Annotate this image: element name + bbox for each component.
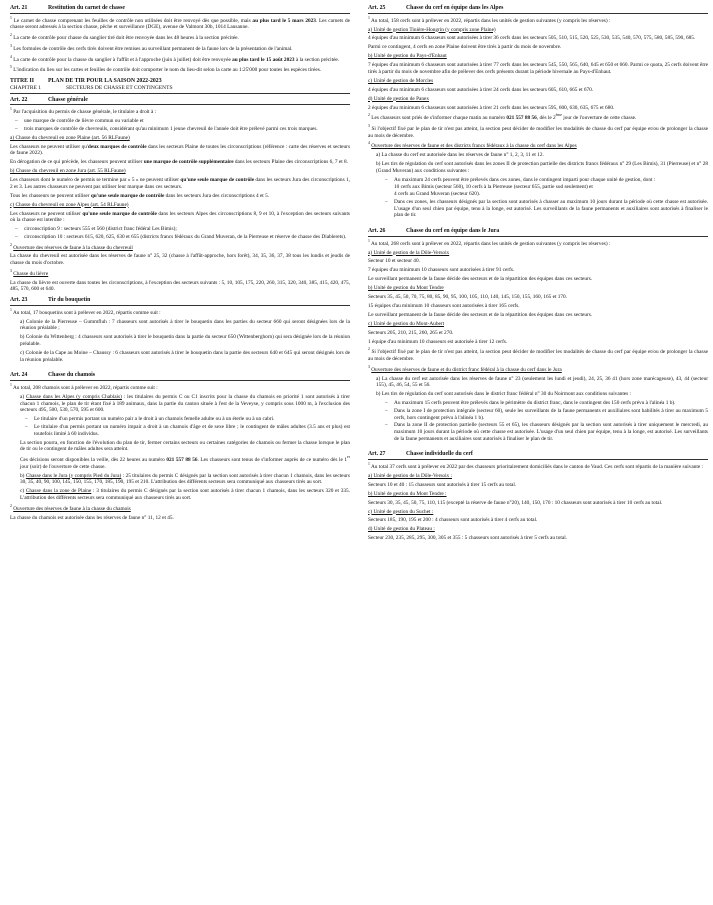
subheading: c) Unité de gestion du Suchet :: [368, 508, 434, 515]
paragraph: 2 équipes d'au minimum 6 chasseurs sont autorisées à tirer 21 cerfs dans les secteurs 595, 600, 630, 635, 675 et 680.: [368, 104, 615, 111]
article-21: [10, 5, 350, 74]
paragraph: Le surveillant permanent de la faune décide des secteurs et de la répartition des équipes dans ces secteurs.: [368, 276, 593, 283]
left-column: [10, 5, 350, 525]
paragraph: 15 équipes d'au minimum 10 chasseurs sont autorisées à tirer 165 cerfs.: [368, 302, 520, 309]
paragraph: $^2$ Les chasseurs sont priés de s'informer chaque matin au numéro 021 557 88 56, dès le 2ème jour de l'ouverture de cette chasse.: [368, 113, 637, 122]
sub-item: 4 cerfs au Grand Muveran (secteur 620).: [394, 191, 481, 198]
paragraph: b) Chasse dans le Jura (y compris Pied du Jura) : 25 titulaires du permis C désignés par la section sont autorisés à tirer chacun 1 chamois, dans les secteurs 30, 35, 40, 90, 100, 145, 150, 155, 170, 185, 190, 195 et 210. L'attribution des différents secteurs sera communiqué aux chasseurs tirés au sort.: [20, 472, 350, 486]
paragraph: $^1$ Le carnet de chasse comprenant les feuilles de contrôle non utilisées doit être renvoyé dès que possible, mais au plus tard le 5 mars 2023. Les carnets de chasse seront adressés à la section chasse, pêche et surveillance (DGE), avenue de Valmont 30b, 1014 Lausanne.: [10, 15, 351, 31]
subheading: c) Chasse du chevreuil en zone Alpes (art. 54 RLFaune): [10, 201, 129, 208]
paragraph: Secteurs 35, 45, 50, 70, 75, 80, 85, 90, 95, 100, 105, 110, 140, 145, 150, 155, 160, 165 et 170.: [368, 294, 568, 301]
subheading: b) Chasse du chevreuil en zone Jura (art. 55 RLFaune): [10, 168, 126, 175]
dash-list: [10, 226, 350, 240]
subheading: $^2$ Ouverture des réserves de faune à la chasse du chamois: [10, 503, 131, 512]
paragraph: La section pourra, en fonction de l'évolution du plan de tir, fermer certains secteurs ou certaines catégories de chamois ou fermer la chasse lorsque le plan de tir ou le contingent de mâles adultes sera atteint.: [20, 439, 350, 453]
paragraph: Secteur 10 et secteur 40.: [368, 258, 420, 265]
article-number: Art. 25: [368, 5, 386, 11]
list-item: – Dans la zone II de protection partielle (secteurs 55 et 65), les chasseurs désignés par la section sont autorisés à tirer uniquement le mercredi, au maximum 10 jours durant la période où cette chasse est autorisée. L'usage d'un seul chien par équipe, tenu à la longe, est autorisé. Les surveillants de la faune permanents et auxiliaires sont autorisés à finaliser le plan de tir.: [380, 422, 708, 442]
paragraph: $^3$ Si l'objectif fixé par le plan de tir n'est pas atteint, la section peut décider de modifier les modalités de chasse du cerf par équipe et/ou de prolonger la chasse au mois de décembre.: [368, 124, 709, 139]
list-item: – trois marques de contrôle de chevreuils, considérant qu'au minimum 1 jeune chevreuil de l'année doit être prélevé parmi ces trois marques.: [10, 126, 350, 133]
article-heading: [368, 451, 708, 460]
paragraph: $^5$ L'indication du lieu sur les cartes et feuilles de contrôle doit comporter le nom du lieu-dit selon la carte au 1:25'000 pour toutes les espèces tirées.: [10, 65, 322, 74]
paragraph: $^1$ Au total, 208 chamois sont à prélever en 2022, répartis comme suit :: [10, 383, 158, 392]
paragraph: a) Colonie de la Pierreuse – Gummfluh : 7 chasseurs sont autorisés à tirer le bouquetin dans les parties du secteur 660 qui seront désignées lors de la réunion préalable ;: [20, 318, 350, 332]
article-title: Chasse générale: [48, 96, 88, 103]
article-25: [368, 5, 708, 219]
list-item: – Au maximum 24 cerfs peuvent être prélevés dans ces zones, dans le contingent imparti pour chaque unité de gestion, dont : 10 cerfs aux Bimis (secteur 560), 10 cerfs à la Pierreuse (secteur 655, partie sud seulement) et 4 cerfs au Grand Muveran (secteur 620).: [380, 177, 708, 198]
paragraph: Les chasseurs ne peuvent utiliser qu'une seule marque de contrôle dans les secteurs Alpes des circonscriptions 8, 9 et 10, à l'exception des secteurs suivants où la chasse est interdite :: [10, 210, 350, 224]
paragraph: b) Colonie du Wittenberg : 4 chasseurs sont autorisés à tirer le bouquetin dans la partie du secteur 650 (Wittenberghorn) qui sera désignée lors de la réunion préalable.: [20, 334, 350, 348]
article-heading: [368, 5, 708, 14]
list-item: – circonscription 10 : secteurs 615, 620, 625, 630 et 655 (districts francs fédéraux du Grand Muveran, de la Pierreuse et réserve de chasse des Diablerets).: [10, 234, 350, 241]
article-22: [10, 97, 350, 294]
subheading: $^2$ Ouverture des réserves de faune à la chasse du chevreuil: [10, 242, 133, 251]
paragraph: $^2$ Si l'objectif fixé par le plan de tir n'est pas atteint, la section peut décider de modifier les modalités de chasse du cerf par équipe et/ou de prolonger la chasse au mois de décembre.: [368, 347, 709, 362]
article-title: Chasse du chamois: [48, 372, 96, 379]
subheading: c) Unité de gestion du Mont-Aubert: [368, 320, 445, 327]
article-number: Art. 27: [368, 451, 386, 458]
paragraph: Parmi ce contingent, 4 cerfs en zone Plaine doivent être tirés à partir du mois de novembre.: [368, 44, 562, 51]
paragraph: Secteurs 185, 190, 195 et 200 : 4 chasseurs sont autorisés à tirer 4 cerfs au total.: [368, 517, 538, 524]
paragraph: a) La chasse du cerf est autorisée dans les réserves de faune n° 1, 2, 3, 11 et 12.: [376, 152, 544, 159]
paragraph: b) Les tirs de régulation du cerf sont autorisés dans le district franc fédéral n° 30 du Noirmont aux conditions suivantes :: [376, 391, 631, 398]
list-item: – une marque de contrôle de lièvre commun ou variable et: [10, 118, 350, 125]
paragraph: $^1$ Au total, 17 bouquetins sont à prélever en 2022, répartis comme suit :: [10, 308, 161, 316]
subheading: $^3$ Ouverture des réserves de faune et du district franc fédéral à la chasse du cerf dans le Jura: [368, 364, 562, 373]
article-title: Chasse du cerf en équipe dans le Jura: [406, 227, 500, 234]
right-column: [368, 5, 708, 546]
article-number: Art. 22: [10, 96, 28, 103]
list-item: – Au maximum 15 cerfs peuvent être prélevés dans le périmètre du district franc, dans le contingent des 150 cerfs prévu à l'alinéa 1 b).: [380, 400, 708, 407]
paragraph: a) La chasse du cerf est autorisée dans les réserves de faune n° 23 (seulement les lundi et jeudi), 24, 25, 36 41 (hors zone marécageuse), 43, 44 (secteur 155), 45, 46, 54, 55 et 56.: [376, 375, 708, 389]
article-27: [368, 451, 708, 542]
article-title: Chasse individuelle du cerf: [406, 451, 473, 458]
list-item: – Dans ces zones, les chasseurs désignés par la section sont autorisés à chasser au maximum 10 jours durant la période où cette chasse est autorisée. L'usage d'un seul chien par équipe, tenu à la longe, est autorisé. Les surveillants de la faune permanents et auxiliaires sont autorisés à finaliser le plan de tir.: [380, 199, 708, 219]
article-heading: [10, 372, 350, 381]
paragraph: En dérogation de ce qui précède, les chasseurs peuvent utiliser une marque de contrôle supplémentaire dans les secteurs Plaine des circonscriptions 6, 7 et 8.: [10, 159, 349, 166]
article-number: Art. 21: [10, 5, 28, 11]
dash-list: [368, 177, 708, 219]
dash-list: [10, 118, 350, 132]
paragraph: a) Chasse dans les Alpes (y compris Chablais) : les titulaires du permis C ou C1 inscrits pour la chasse du chamois en priorité 1 sont autorisés à tirer chacun 1 chamois, le plan de tir étant fixé à 189 animaux, dans la partie du canton située à l'est de la Veveyse, y compris sous 1000 m, à l'exclusion des secteurs 495, 500, 530, 570, 595 et 600.: [20, 393, 350, 414]
paragraph: 1 équipe d'au minimum 10 chasseurs est autorisée à tirer 12 cerfs.: [368, 338, 508, 345]
subheading: b) Unité de gestion du Mont Tendre :: [368, 490, 447, 497]
paragraph: b) Les tirs de régulation du cerf sont autorisés dans les zones II de protection partielle des districts francs fédéraux n° 29 (Les Bimis), 31 (Pierreuse) et n° 28 (Grand Muveran) aux conditions suivantes :: [376, 161, 708, 174]
article-number: Art. 24: [10, 372, 28, 379]
article-26: [368, 228, 708, 442]
paragraph: La chasse du chamois est autorisée dans les réserves de faune n° 11, 12 et 45.: [10, 514, 174, 521]
paragraph: Ces décisions seront disponibles la veille, dès 22 heures au numéro 021 557 88 56. Les chasseurs sont tenus de s'informer auprès de ce numéro dès le 1er jour (soir) de l'ouverture de cette chasse.: [20, 455, 350, 470]
article-title: Chasse du cerf en équipe dans les Alpes: [406, 5, 504, 11]
subheading: b) Unité de gestion du Mont Tendre: [368, 285, 444, 292]
article-24: [10, 372, 350, 521]
article-23: [10, 297, 350, 363]
list-item: – Dans la zone I de protection intégrale (secteur 60), seule les surveillants de la faune permanents et auxiliaires sont habilités à tirer au maximum 5 cerfs, hors contingent prévu à l'alinéa 1 b).: [380, 408, 708, 421]
paragraph: Les chasseurs ne peuvent utiliser qu'deux marques de contrôle dans les secteurs Plaine de toutes les circonscriptions (référence : carte des réserves et secteurs de faune 2022).: [10, 143, 351, 157]
list-item: – circonscription 9 : secteurs 555 et 560 (district franc fédéral Les Bimis);: [10, 226, 350, 233]
paragraph: 7 équipes d'au minimum 10 chasseurs sont autorisées à tirer 91 cerfs.: [368, 267, 515, 274]
subheading: d) Unité de gestion de Panex: [368, 95, 430, 102]
article-number: Art. 23: [10, 297, 28, 304]
subheading: $^3$ Chasse du lièvre: [10, 269, 49, 277]
chapter-heading: CHAPITRE 1 SECTEURS DE CHASSE ET CONTINGENTS: [10, 85, 350, 93]
subheading: a) Unité de gestion de la Dôle-Versoix: [368, 249, 450, 256]
subheading: a) Unité de gestion Tinière-Hongrin (y compris zone Plaine): [368, 26, 496, 33]
article-heading: [10, 297, 350, 306]
dash-list: [10, 416, 350, 437]
sub-item: 10 cerfs aux Bimis (secteur 560), 10 cerfs à la Pierreuse (secteur 655, partie sud seulement) et: [394, 184, 593, 191]
title-heading: TITRE II PLAN DE TIR POUR LA SAISON 2022-2023: [10, 77, 162, 84]
dash-list: [368, 400, 708, 442]
subheading: $^4$ Ouverture des réserves de faune et des districts francs fédéraux à la chasse du cerf dans les Alpes: [368, 141, 577, 150]
article-title: Restitution du carnet de chasse: [48, 5, 125, 11]
paragraph: c) Chasse dans la zone de Plaine : 3 titulaires du permis C désignés par la section sont autorisés à tirer chacun 1 chamois, dans les secteurs 320 et 335. L'attribution des différents secteurs sera communiqué aux chasseurs tirés au sort.: [20, 488, 350, 501]
article-heading: [368, 228, 708, 237]
paragraph: $^1$ Au total 37 cerfs sont à prélever en 2022 par des chasseurs prioritairement domiciliés dans le canton de Vaud. Ces cerfs sont répartis de la manière suivante :: [368, 462, 703, 471]
paragraph: $^3$ Les formules de contrôle des cerfs tirés doivent être remises au surveillant permanent de la faune lors de la présentation de l'animal.: [10, 43, 293, 52]
subheading: a) Chasse du chevreuil en zone Plaine (art. 56 RLFaune): [10, 134, 130, 141]
list-item: – Le titulaire d'un permis portant un numéro pair a le droit à un chamois femelle adulte ou à un éterle ou à un cabri.: [20, 416, 350, 423]
paragraph: c) Colonie de la Cape au Moine – Chaussy : 6 chasseurs sont autorisés à tirer le bouquetin dans la partie des secteurs 640 et 645 qui seront désignés lors de la réunion préalable.: [20, 349, 351, 363]
paragraph: Secteur 230, 235, 285, 295, 300, 305 et 355 : 5 chasseurs sont autorisés à tirer 5 cerfs au total.: [368, 535, 568, 542]
article-heading: [10, 5, 350, 14]
subheading: d) Unité de gestion du Plateau :: [368, 526, 435, 533]
paragraph: $^1$ Au total, 158 cerfs sont à prélever en 2022, répartis dans les unités de gestion suivantes (y compris les réserves) :: [368, 15, 611, 24]
paragraph: Secteurs 30, 35, 45, 50, 75, 110, 115 (excepté la réserve de faune n°20), 140, 150, 170 : 10 chasseurs sont autorisés à tirer 10 cerfs au total.: [368, 499, 663, 506]
article-number: Art. 26: [368, 227, 386, 234]
paragraph: $^2$ La carte de contrôle pour chasse du sanglier tiré doit être renvoyée dans les 48 heures à la section précitée.: [10, 33, 239, 42]
paragraph: Tous les chasseurs ne peuvent utiliser qu'une seule marque de contrôle dans les secteurs Jura des circonscriptions 4 et 5.: [10, 192, 270, 199]
paragraph: 7 équipes d'au minimum 6 chasseurs sont autorisées à tirer 77 cerfs dans les secteurs 545, 550, 565, 640, 645 et 650 et 660. Parmi ce quota, 25 cerfs doivent être tirés à partir du mois de novembre afin de prélever des cerfs présents durant la période hivernale au Pays-d'Enhaut.: [368, 62, 708, 75]
paragraph: Secteurs 10 et 40 : 15 chasseurs sont autorisés à tirer 15 cerfs au total.: [368, 481, 517, 488]
subheading: a) Unité de gestion de la Dôle-Versoix :: [368, 472, 452, 479]
paragraph: $^1$ Au total, 268 cerfs sont à prélever en 2022, répartis dans les unités de gestion suivantes (y compris les réserves) :: [368, 238, 611, 247]
list-item: – Le titulaire d'un permis portant un numéro impair a droit à un chamois d'âge et de sexe libre ; le contingent de mâles adultes (3.5 ans et plus) est toutefois limité à 60 individus.: [20, 424, 350, 437]
paragraph: 4 équipes d'au minimum 6 chasseurs sont autorisées à tirer 24 cerfs dans les secteurs 605, 610, 665 et 670.: [368, 86, 594, 93]
paragraph: 4 équipes d'au minimum 6 chasseurs sont autorisées à tirer 36 cerfs dans les secteurs 505, 510, 515, 520, 525, 530, 535, 540, 570, 575, 580, 585, 590, 685.: [368, 35, 696, 42]
paragraph: La chasse du chevreuil est autorisée dans les réserves de faune n° 25, 32 (chasse à l'affût-approche, hors forêt), 34, 35, 36, 37, 38 tous les lundis et jeudis de chasse du mois d'octobre.: [10, 253, 350, 267]
paragraph: Les chasseurs dont le numéro de permis se termine par « 5 » ne peuvent utiliser qu'une seule marque de contrôle dans les secteurs Jura des circonscriptions 1, 2 et 3. Les autres chasseurs ne peuvent pas utiliser leur marque dans ces secteurs.: [10, 177, 350, 190]
article-title: Tir du bouquetin: [48, 297, 91, 304]
subheading: b) Unité de gestion du Pays-d'Enhaut: [368, 53, 447, 60]
subheading: c) Unité de gestion de Morcles: [368, 77, 434, 84]
paragraph: $^1$ Par l'acquisition du permis de chasse générale, le titulaire a droit à :: [10, 107, 157, 116]
paragraph: La chasse du lièvre est ouverte dans toutes les circonscriptions, à l'exception des secteurs suivants : 5, 10, 105, 175, 220, 260, 315, 320, 340, 385, 415, 420, 475, 485, 570, 600 et 640.: [10, 279, 350, 293]
paragraph: Secteurs 205, 210, 215, 260, 265 et 270.: [368, 329, 454, 336]
article-heading: [10, 97, 350, 106]
paragraph: Le surveillant permanent de la faune décide des secteurs et de la répartition des équipes dans ces secteurs.: [368, 311, 593, 318]
paragraph: $^4$ La carte de contrôle pour la chasse du sanglier à l'affût et à l'approche (juin à juillet) doit être renvoyée au plus tard le 15 août 2023 à la section précitée.: [10, 54, 340, 63]
